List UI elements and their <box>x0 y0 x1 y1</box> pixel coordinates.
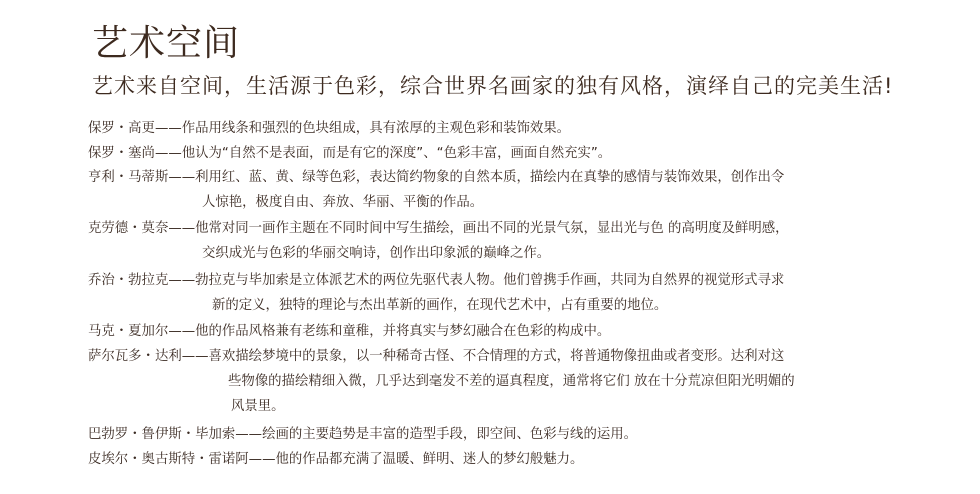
page-subtitle: 艺术来自空间，生活源于色彩，综合世界名画家的独有风格，演绎自己的完美生活! <box>92 74 894 98</box>
artist-entry-cezanne <box>88 141 611 166</box>
entry-line: 克劳德・莫奈——他常对同一画作主题在不同时间中写生描绘，画出不同的光景气氛，显出光与色 的高明度及鲜明感， <box>88 221 789 236</box>
artist-entry-braque <box>88 268 784 318</box>
artist-entry-matisse <box>88 165 784 215</box>
entry-line: 亨利・马蒂斯——利用红、蓝、黄、绿等色彩，表达简约物象的自然本质，描绘内在真挚的感情与装饰效果，创作出令 <box>88 170 785 185</box>
artist-entry-renoir <box>88 447 583 472</box>
entry-line: 交织成光与色彩的华丽交响诗，创作出印象派的巅峰之作。 <box>202 246 551 261</box>
entry-line: 乔治・勃拉克——勃拉克与毕加索是立体派艺术的两位先驱代表人物。他们曾携手作画，共同为自然界的视觉形式寻求 <box>88 273 785 288</box>
entry-line: 巴勃罗・鲁伊斯・毕加索——绘画的主要趋势是丰富的造型手段，即空间、色彩与线的运用。 <box>88 427 638 442</box>
entry-line: 保罗・塞尚——他认为“自然不是表面，而是有它的深度”、“色彩丰富，画面自然充实”。 <box>88 146 612 161</box>
artist-entry-dali <box>88 344 795 419</box>
entry-line: 些物像的描绘精细入微，几乎达到毫发不差的逼真程度，通常将它们 放在十分荒凉但阳光明媚的 <box>228 374 795 389</box>
entry-line: 新的定义，独特的理论与杰出革新的画作，在现代艺术中，占有重要的地位。 <box>212 298 668 313</box>
artist-entry-gauguin <box>88 116 570 141</box>
page-title: 艺术空间 <box>92 23 241 64</box>
entry-line: 皮埃尔・奥古斯特・雷诺阿——他的作品都充满了温暖、鲜明、迷人的梦幻般魅力。 <box>88 452 584 467</box>
artist-entry-chagall <box>88 319 610 344</box>
entry-line: 马克・夏加尔——他的作品风格兼有老练和童稚，并将真实与梦幻融合在色彩的构成中。 <box>88 324 611 339</box>
entry-line: 萨尔瓦多・达利——喜欢描绘梦境中的景象，以一种稀奇古怪、不合情理的方式，将普通物像扭曲或者变形。达利对这 <box>88 349 785 364</box>
artist-entry-monet <box>88 216 789 266</box>
entry-line: 风景里。 <box>231 399 285 414</box>
artist-entry-picasso <box>88 422 637 447</box>
entry-line: 人惊艳，极度自由、奔放、华丽、平衡的作品。 <box>202 195 484 210</box>
entry-line: 保罗・高更——作品用线条和强烈的色块组成，具有浓厚的主观色彩和装饰效果。 <box>88 121 571 136</box>
